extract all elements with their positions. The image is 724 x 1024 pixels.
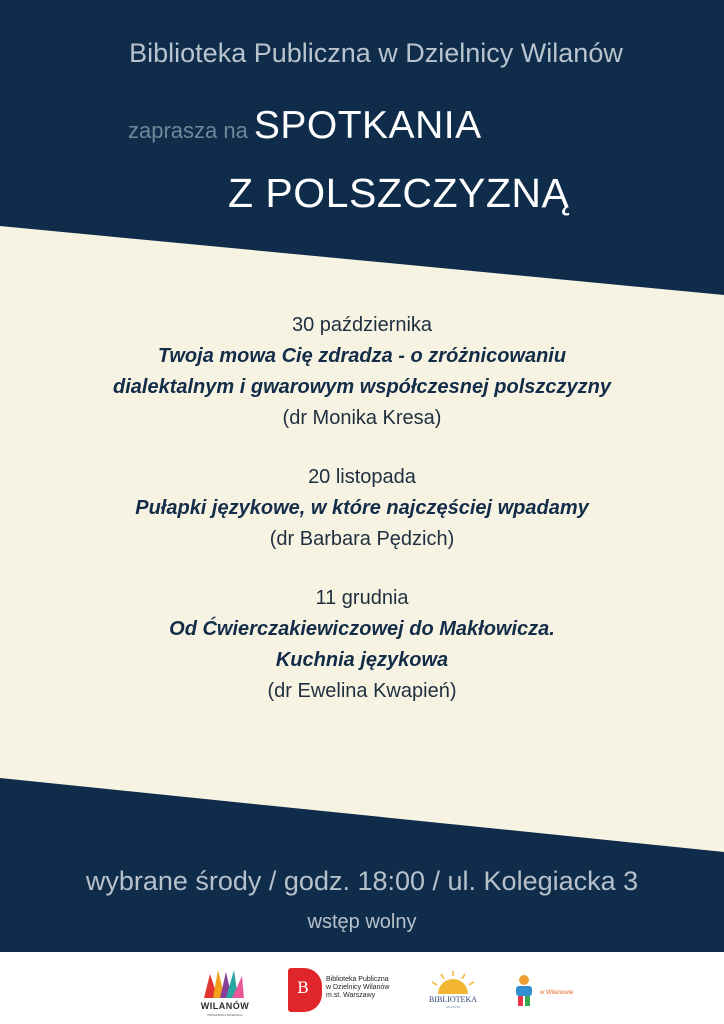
wilanow-logo-subtext: KRÓLEWSKA DZIELNICA (207, 1013, 243, 1017)
library-logo-line: m.st. Warszawy (326, 992, 376, 999)
event-item (0, 310, 724, 434)
library-name: Biblioteka Publiczna w Dzielnicy Wilanów (129, 38, 623, 68)
event-title-line: Twoja mowa Cię zdradza - o zróżnicowaniu (157, 345, 567, 367)
event-item (0, 583, 724, 707)
event-list (0, 310, 724, 735)
colorful-logo-text: w Wilanowie (540, 990, 574, 996)
wilanow-logo-text: WILANÓW (200, 1001, 250, 1011)
event-title-line: Od Ćwierczakiewiczowej do Makłowicza. (169, 618, 555, 640)
biblioteka-logo-text: BIBLIOTEKA (429, 995, 477, 1004)
event-speaker: (dr Monika Kresa) (282, 407, 442, 429)
event-item (0, 462, 724, 555)
event-title-line: Pułapki językowe, w które najczęściej wpadamy (135, 497, 589, 519)
sunrise-icon (424, 970, 482, 996)
library-mark-icon (288, 968, 322, 1012)
title-line-2: Z POLSZCZYZNĄ (228, 170, 570, 216)
library-mark-letter: B (297, 978, 309, 997)
event-speaker: (dr Ewelina Kwapień) (267, 680, 457, 702)
library-logo (288, 968, 398, 1014)
colorful-logo (510, 972, 576, 1016)
event-speaker: (dr Barbara Pędzich) (269, 528, 455, 550)
event-title-line: dialektalnym i gwarowym współczesnej polszczyzny (113, 376, 611, 398)
admission-info: wstęp wolny (307, 911, 417, 933)
library-logo-line: w Dzielnicy Wilanów (326, 984, 390, 991)
colorful-figure-icon (510, 972, 540, 1008)
library-logo-text (326, 976, 406, 1000)
biblioteka-logo-subtext: WILANÓW (445, 1005, 461, 1009)
title-line-1: SPOTKANIA (253, 104, 482, 147)
schedule-info: wybrane środy / godz. 18:00 / ul. Kolegiacka 3 (85, 866, 639, 896)
logo-strip (0, 952, 724, 1024)
event-date: 11 grudnia (315, 587, 409, 609)
library-logo-line: Biblioteka Publiczna (326, 976, 389, 983)
wilanow-logo (196, 968, 254, 1022)
event-title-line: Kuchnia językowa (275, 649, 449, 671)
event-date: 30 października (291, 314, 433, 336)
event-date: 20 listopada (308, 466, 416, 488)
invite-prefix: zaprasza na (128, 118, 248, 143)
biblioteka-logo (424, 970, 482, 1014)
crown-icon (196, 968, 254, 1002)
invite-line (128, 104, 482, 148)
